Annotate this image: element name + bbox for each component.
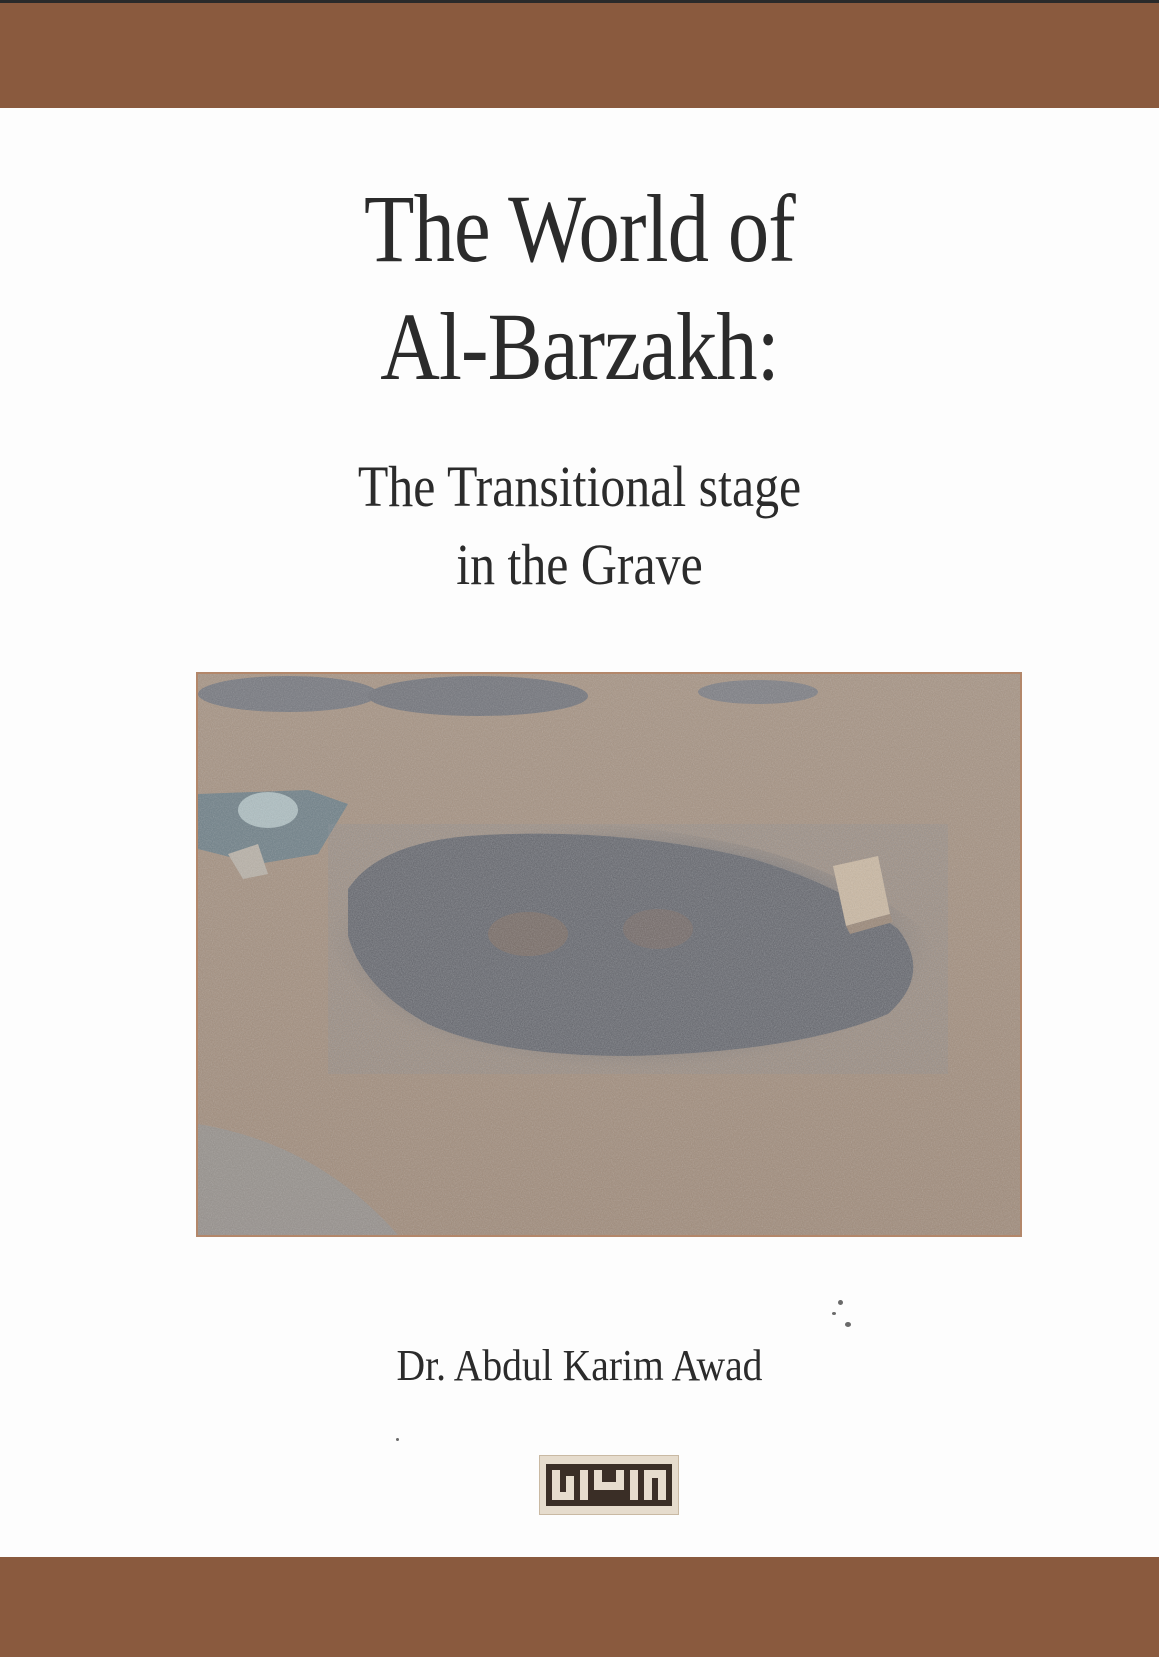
print-speck bbox=[838, 1300, 843, 1305]
grave-photo bbox=[196, 672, 1022, 1237]
title-line-2: Al-Barzakh: bbox=[380, 293, 779, 400]
title-line-1: The World of bbox=[364, 175, 795, 282]
book-title bbox=[0, 170, 1159, 406]
top-color-band bbox=[0, 0, 1159, 108]
print-speck bbox=[832, 1312, 836, 1315]
print-speck bbox=[396, 1438, 399, 1441]
print-speck bbox=[845, 1322, 851, 1327]
subtitle-line-1: The Transitional stage bbox=[357, 454, 802, 519]
book-subtitle bbox=[0, 448, 1159, 604]
bottom-color-band bbox=[0, 1557, 1159, 1657]
author-name: Dr. Abdul Karim Awad bbox=[396, 1341, 763, 1390]
kufic-logo-icon bbox=[539, 1455, 679, 1515]
subtitle-line-2: in the Grave bbox=[456, 532, 703, 597]
